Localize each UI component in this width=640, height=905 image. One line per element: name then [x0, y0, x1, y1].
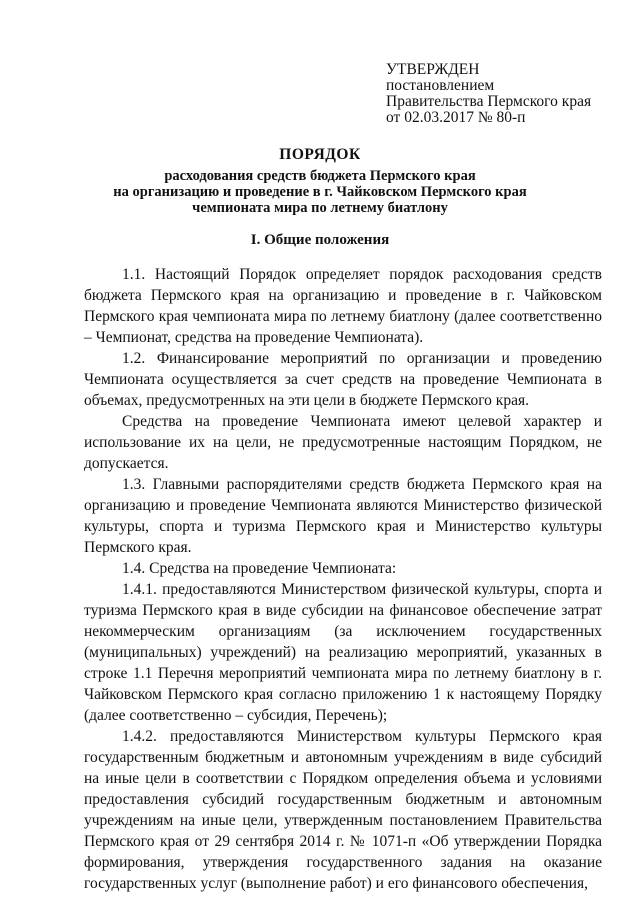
- subtitle-line-2: на организацию и проведение в г. Чайковском Пермского края: [113, 184, 527, 200]
- approval-line-date-number: от 02.03.2017 № 80-п: [386, 109, 526, 126]
- approval-line-resolution: постановлением: [386, 77, 495, 94]
- paragraph-1-4: 1.4. Средства на проведение Чемпионата:: [122, 560, 397, 577]
- paragraph-1-1: 1.1. Настоящий Порядок определяет порядок расходования средств бюджета Пермского края на организацию и проведение в г. Чайковском Пермского края чемпионата мира по летнему биатлону (далее соответственно – Чемпионат, средства на проведение Чемпионата).: [84, 266, 602, 346]
- section-heading: I. Общие положения: [250, 232, 390, 248]
- approval-stamp: [386, 62, 591, 126]
- subtitle-line-1: расходования средств бюджета Пермского края: [164, 168, 476, 184]
- approval-line-approved: УТВЕРЖДЕН: [386, 61, 480, 78]
- paragraph-funds-purpose: Средства на проведение Чемпионата имеют целевой характер и использование их на цели, не предусмотренные настоящим Порядком, не допускается.: [84, 413, 602, 472]
- paragraph-1-4-2: 1.4.2. предоставляются Министерством культуры Пермского края государственным бюджетным и автономным учреждениям в виде субсидий на иные цели в соответствии с Порядком определения объема и условиями предоставления субсидий государственным бюджетным и автономным учреждениям на иные цели, утвержденным постановлением Правительства Пермского края от 29 сентября 2014 г. № 1071-п «Об утверждении Порядка формирования, утверждения государственного задания на оказание государственных услуг (выполнение работ) и его финансового обеспечения,: [84, 728, 602, 892]
- approval-line-government: Правительства Пермского края: [386, 93, 592, 110]
- paragraph-1-2: 1.2. Финансирование мероприятий по организации и проведению Чемпионата осуществляется за счет средств на проведение Чемпионата в объемах, предусмотренных на эти цели в бюджете Пермского края.: [84, 350, 602, 409]
- document-body: [84, 264, 602, 894]
- paragraph-1-4-1: 1.4.1. предоставляются Министерством физической культуры, спорта и туризма Пермского края в виде субсидии на финансовое обеспечение затрат некоммерческим организациям (за исключением государственных (муниципальных) учреждений) на реализацию мероприятий, указанных в строке 1.1 Перечня мероприятий чемпионата мира по летнему биатлону в г. Чайковском Пермского края согласно приложению 1 к настоящему Порядку (далее соответственно – субсидия, Перечень);: [84, 581, 602, 724]
- document-title: ПОРЯДОК: [279, 146, 361, 163]
- subtitle-line-3: чемпионата мира по летнему биатлону: [192, 200, 448, 216]
- paragraph-1-3: 1.3. Главными распорядителями средств бюджета Пермского края на организацию и проведение Чемпионата являются Министерство физической культуры, спорта и туризма Пермского края и Министерство культуры Пермского края.: [84, 476, 602, 556]
- document-subtitle: [0, 168, 640, 216]
